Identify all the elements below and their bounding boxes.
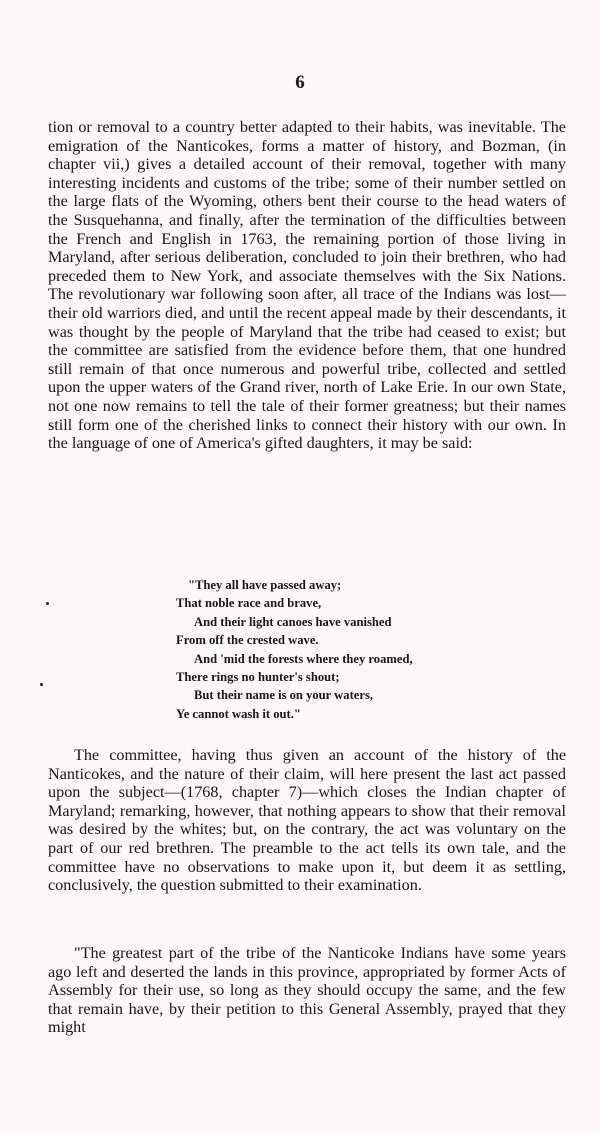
- page-number: 6: [295, 72, 305, 93]
- poem-line: Ye cannot wash it out.": [176, 706, 301, 721]
- print-speck: [46, 602, 49, 605]
- poem-line: And their light canoes have vanished: [194, 614, 392, 629]
- poem-line: And 'mid the forests where they roamed,: [194, 651, 413, 666]
- poem-line: That noble race and brave,: [176, 596, 322, 611]
- poem-quotation: [176, 576, 476, 723]
- poem-line: But their name is on your waters,: [194, 688, 373, 703]
- paragraph-act-preamble: "The greatest part of the tribe of the Nanticoke Indians have some years ago left and deserted the lands in this province, appropriated by former Acts of Assembly for their use, so long as they should occupy the same, and the few that remain have, by their petition to this General Assembly, prayed that they might: [48, 944, 566, 1037]
- poem-line: There rings no hunter's shout;: [176, 670, 340, 685]
- print-speck: [40, 683, 43, 686]
- paragraph-nanticoke-emigration: tion or removal to a country better adapted to their habits, was inevitable. The emigration of the Nanticokes, forms a matter of history, and Bozman, (in chapter vii,) gives a detailed account of their removal, together with many interesting incidents and customs of the tribe; some of their number settled on the large flats of the Wyoming, others bent their course to the head waters of the Susquehanna, and finally, after the termination of the difficulties between the French and English in 1763, the remaining portion of those living in Maryland, after serious deliberation, concluded to join their brethren, who had preceded them to New York, and associate themselves with the Six Nations. The revolutionary war following soon after, all trace of the Indians was lost—their old warriors died, and until the recent appeal made by their descendants, it was thought by the people of Maryland that the tribe had ceased to exist; but the committee are satisfied from the evidence before them, that one hundred still remain of that once numerous and powerful tribe, collected and settled upon the upper waters of the Grand river, north of Lake Erie. In our own State, not one now remains to tell the tale of their former greatness; but their names still form one of the cherished links to connect their history with our own. In the language of one of America's gifted daughters, it may be said:: [48, 118, 566, 453]
- paragraph-committee-account: The committee, having thus given an account of the history of the Nanticokes, and the nature of their claim, will here present the last act passed upon the subject—(1768, chapter 7)—which closes the Indian chapter of Maryland; remarking, however, that nothing appears to show that their removal was desired by the whites; but, on the contrary, the act was voluntary on the part of our red brethren. The preamble to the act tells its own tale, and the committee have no observations to make upon it, but deem it as settling, conclusively, the question submitted to their examination.: [48, 746, 566, 895]
- poem-line: "They all have passed away;: [188, 578, 342, 592]
- poem-line: From off the crested wave.: [176, 633, 319, 648]
